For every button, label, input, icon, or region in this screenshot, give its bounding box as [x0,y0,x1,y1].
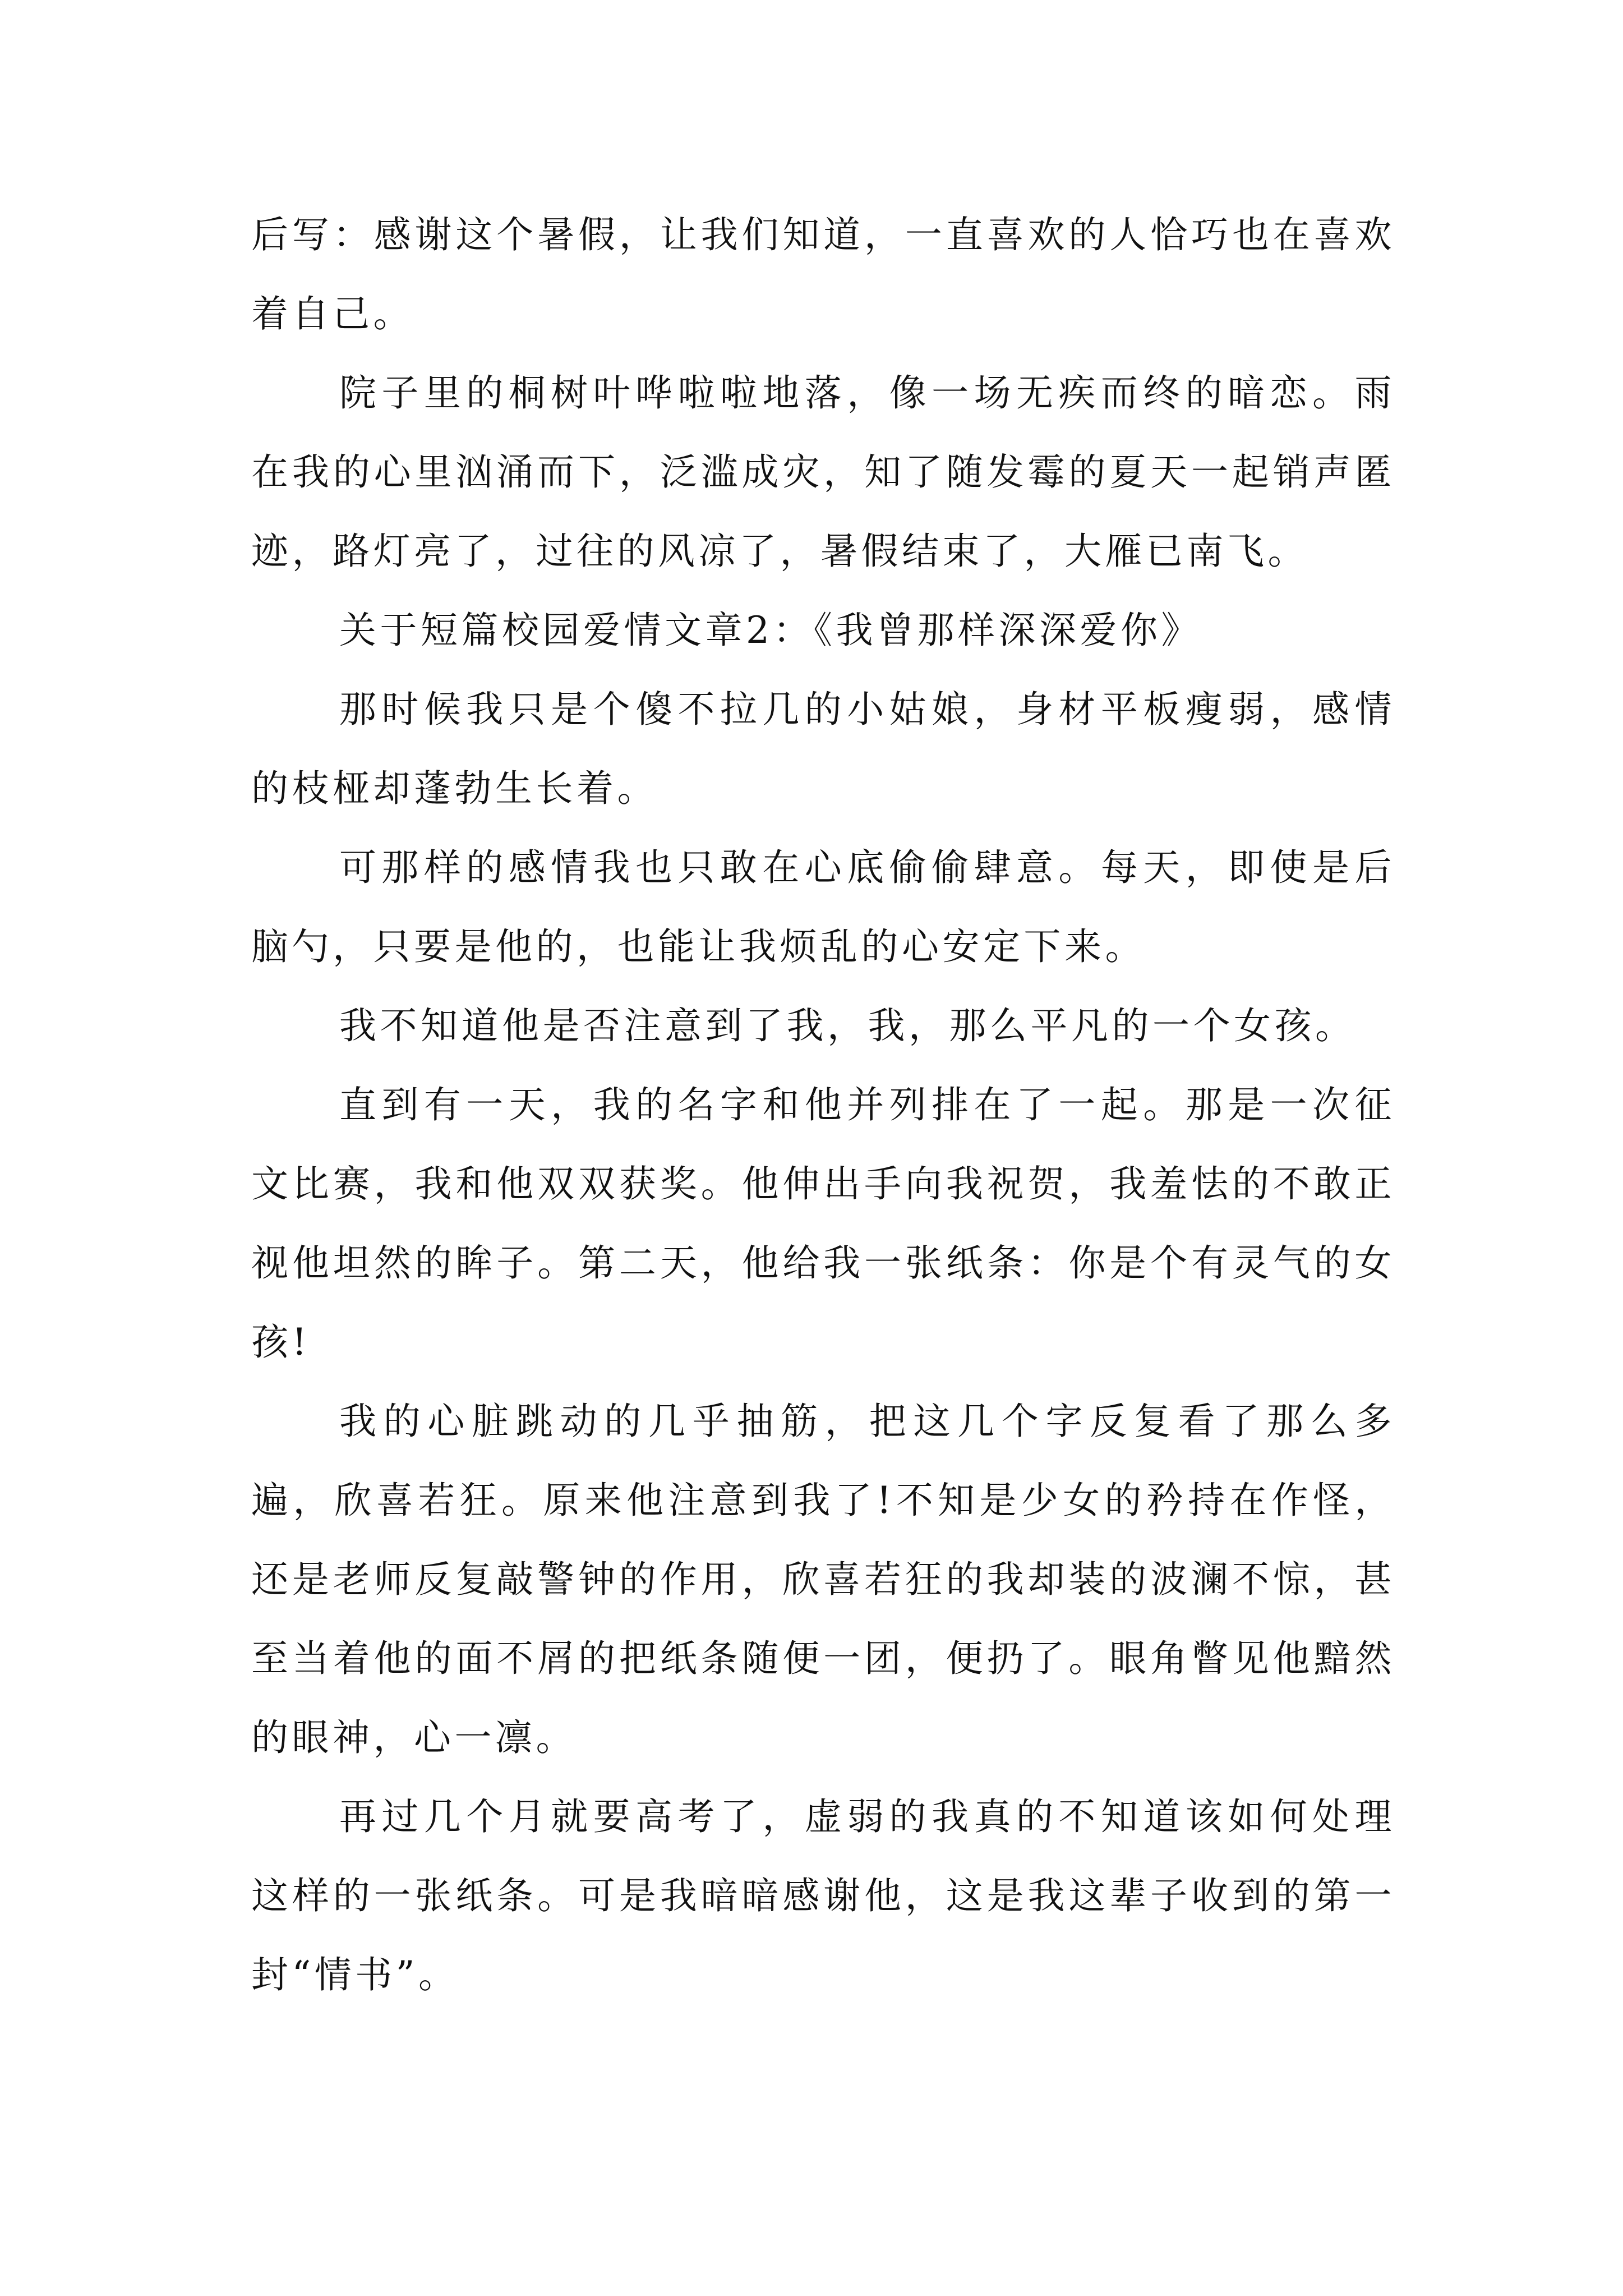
paragraph: 我不知道他是否注意到了我，我，那么平凡的一个女孩。 [339,1004,1356,1047]
paragraph: 那时候我只是个傻不拉几的小姑娘，身材平板瘦弱，感情的枝桠却蓬勃生长着。 [251,688,1395,810]
paragraph-afterword: 后写：感谢这个暑假，让我们知道，一直喜欢的人恰巧也在喜欢着自己。 [251,213,1395,335]
paragraph: 我的心脏跳动的几乎抽筋，把这几个字反复看了那么多遍，欣喜若狂。原来他注意到我了!不知是少女的矜持在作怪，还是老师反复敲警钟的作用，欣喜若狂的我却装的波澜不惊，甚至当着他的面不屑的把纸条随便一团，便扔了。眼角瞥见他黯然的眼神，心一凛。 [251,1400,1395,1759]
paragraph: 院子里的桐树叶哗啦啦地落，像一场无疾而终的暗恋。雨在我的心里汹涌而下，泛滥成灾，知了随发霉的夏天一起销声匿迹，路灯亮了，过往的风凉了，暑假结束了，大雁已南飞。 [251,371,1395,573]
paragraph: 再过几个月就要高考了，虚弱的我真的不知道该如何处理这样的一张纸条。可是我暗暗感谢他，这是我这辈子收到的第一封“情书”。 [251,1795,1395,1996]
paragraph: 直到有一天，我的名字和他并列排在了一起。那是一次征文比赛，我和他双双获奖。他伸出手向我祝贺，我羞怯的不敢正视他坦然的眸子。第二天，他给我一张纸条：你是个有灵气的女孩! [251,1083,1395,1364]
article-heading: 关于短篇校园爱情文章2：《我曾那样深深爱你》 [339,609,1202,652]
paragraph: 可那样的感情我也只敢在心底偷偷肆意。每天，即使是后脑勺，只要是他的，也能让我烦乱的心安定下来。 [251,846,1395,968]
article-body [251,195,1395,2014]
